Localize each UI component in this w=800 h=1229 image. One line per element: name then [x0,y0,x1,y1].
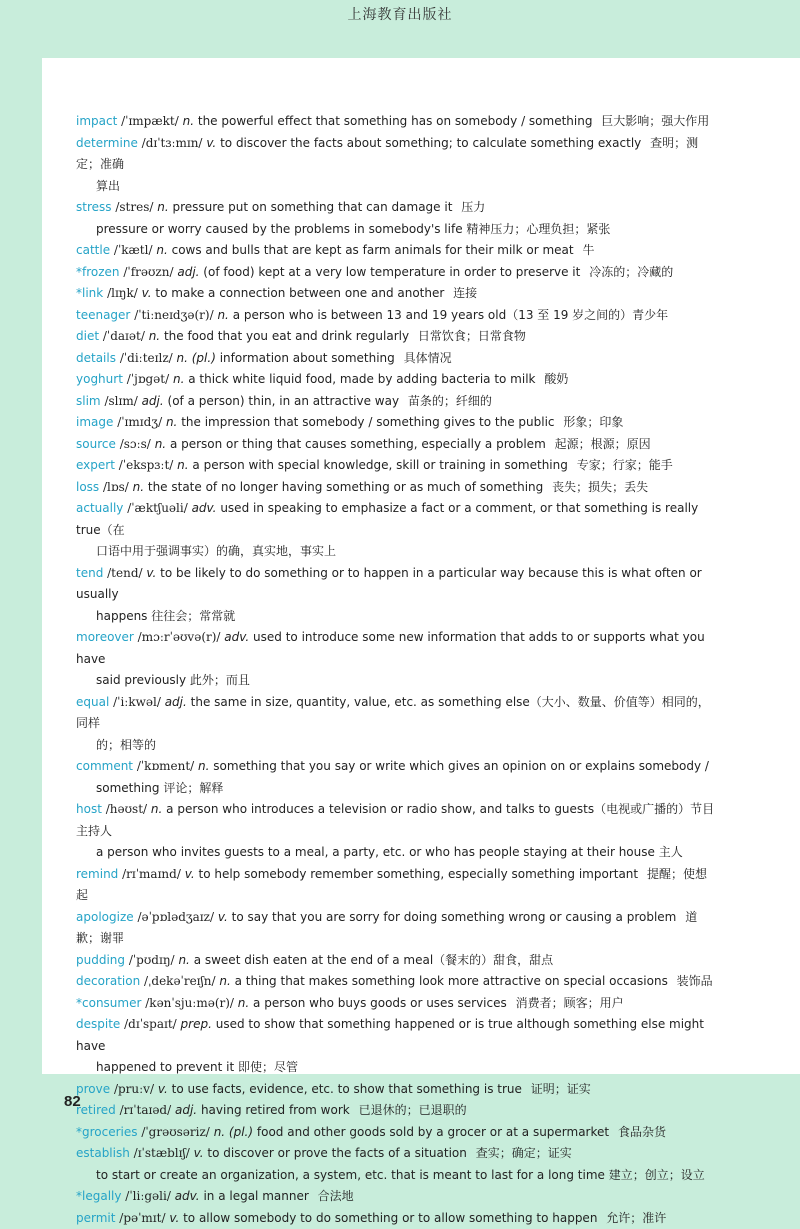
entry-definition: a thick white liquid food, made by adding bacteria to milk [188,372,535,386]
glossary-entry-continuation: said previously 此外；而且 [76,670,716,692]
entry-definition: to discover the facts about something; to calculate something exactly [220,136,641,150]
entry-chinese: 道歉；谢罪 [76,910,697,946]
entry-headword: image [76,415,113,429]
entry-chinese: 苗条的；纤细的 [408,394,492,408]
entry-part-of-speech: v. [158,1082,168,1096]
entry-phonetic: /pruːv/ [114,1082,154,1096]
entry-headword: despite [76,1017,120,1031]
entry-phonetic: /ˈæktʃuəli/ [127,501,188,515]
entry-phonetic: /ˈekspɜːt/ [119,458,174,472]
glossary-entry [76,434,716,456]
entry-definition: food and other goods sold by a grocer or at a supermarket [257,1125,609,1139]
entry-part-of-speech: adv. [224,630,249,644]
glossary-entry [76,498,716,541]
entry-definition: used to show that something happened or is true although something else might have [76,1017,704,1053]
entry-headword: prove [76,1082,110,1096]
entry-headword: remind [76,867,118,881]
glossary-entry [76,907,716,950]
entry-part-of-speech: n. [178,953,189,967]
entry-phonetic: /həʊst/ [106,802,147,816]
entry-headword: moreover [76,630,134,644]
entry-phonetic: /kənˈsjuːmə(r)/ [145,996,234,1010]
entry-phonetic: /ˈdaɪət/ [103,329,145,343]
glossary-entry [76,305,716,327]
entry-part-of-speech: n. [149,329,160,343]
entry-part-of-speech: n. [177,458,188,472]
entry-definition: cows and bulls that are kept as farm animals for their milk or meat [172,243,574,257]
glossary-entry [76,950,716,972]
entry-phonetic: /ˈdiːteɪlz/ [120,351,173,365]
entry-part-of-speech: adj. [142,394,164,408]
entry-part-of-speech: adj. [175,1103,197,1117]
entry-headword: determine [76,136,138,150]
entry-headword: establish [76,1146,130,1160]
glossary-entry [76,412,716,434]
entry-headword: decoration [76,974,140,988]
entry-phonetic: /ˌdekəˈreɪʃn/ [144,974,216,988]
entry-phonetic: /slɪm/ [104,394,137,408]
entry-phonetic: /ˈpʊdɪŋ/ [129,953,175,967]
entry-headword: *consumer [76,996,141,1010]
entry-chinese: 压力 [461,200,485,214]
entry-phonetic: /ˈliːgəli/ [125,1189,171,1203]
entry-chinese: 查明；测定；准确 [76,136,698,172]
entry-headword: impact [76,114,117,128]
glossary-entry [76,326,716,348]
entry-phonetic: /dɪˈtɜːmɪn/ [142,136,203,150]
entry-phonetic: /lɪŋk/ [107,286,138,300]
entry-phonetic: /ˈgrəʊsəriz/ [141,1125,210,1139]
entry-phonetic: /ˈfrəʊzn/ [123,265,173,279]
entry-chinese: 巨大影响；强大作用 [601,114,709,128]
entry-headword: teenager [76,308,130,322]
glossary-page [42,58,800,1074]
entry-chinese: 食品杂货 [618,1125,666,1139]
entry-phonetic: /tend/ [107,566,142,580]
entry-part-of-speech: n. [133,480,144,494]
entry-part-of-speech: n. [217,308,228,322]
entry-phonetic: /ɪˈstæblɪʃ/ [134,1146,190,1160]
entry-headword: stress [76,200,112,214]
entry-part-of-speech: v. [146,566,156,580]
entry-chinese: 具体情况 [404,351,452,365]
entry-definition: to allow somebody to do something or to allow something to happen [183,1211,597,1225]
entry-chinese: 酸奶 [544,372,568,386]
entry-phonetic: /əˈpɒlədʒaɪz/ [137,910,214,924]
entry-chinese: 冷冻的；冷藏的 [589,265,673,279]
glossary-entry [76,1143,716,1165]
entry-chinese: 日常饮食；日常食物 [418,329,526,343]
entry-phonetic: /ˈiːkwəl/ [113,695,161,709]
entry-headword: loss [76,480,99,494]
entry-headword: slim [76,394,101,408]
entry-part-of-speech: v. [206,136,216,150]
entry-chinese: 查实；确定；证实 [476,1146,572,1160]
entry-phonetic: /rɪˈmaɪnd/ [122,867,181,881]
glossary-entry [76,799,716,842]
entry-definition: the food that you eat and drink regularly [164,329,409,343]
entry-headword: retired [76,1103,116,1117]
glossary-entry [76,283,716,305]
entry-definition: information about something [220,351,395,365]
entry-part-of-speech: n. [198,759,209,773]
entry-headword: *frozen [76,265,120,279]
entry-phonetic: /ˈjɒgət/ [127,372,169,386]
entry-chinese: 合法地 [318,1189,354,1203]
glossary-entry [76,455,716,477]
entry-part-of-speech: v. [169,1211,179,1225]
entry-phonetic: /pəˈmɪt/ [119,1211,165,1225]
glossary-entry-continuation: 的；相等的 [76,735,716,757]
glossary-entry [76,391,716,413]
entry-phonetic: /rɪˈtaɪəd/ [120,1103,172,1117]
entry-part-of-speech: adj. [177,265,199,279]
entry-chinese: 起源；根源；原因 [555,437,651,451]
entry-chinese: 已退休的；已退职的 [359,1103,467,1117]
entry-phonetic: /stres/ [115,200,153,214]
entry-definition: to say that you are sorry for doing something wrong or causing a problem [232,910,677,924]
entry-phonetic: /ˈɪmpækt/ [121,114,179,128]
entry-headword: yoghurt [76,372,123,386]
entry-definition: to use facts, evidence, etc. to show that something is true [172,1082,522,1096]
entry-phonetic: /dɪˈspaɪt/ [124,1017,177,1031]
entry-definition: to make a connection between one and another [155,286,444,300]
entry-part-of-speech: v. [142,286,152,300]
entry-definition: to help somebody remember something, especially something important [198,867,638,881]
glossary-entry [76,563,716,606]
entry-phonetic: /ˈɪmɪdʒ/ [117,415,162,429]
entry-part-of-speech: n. [219,974,230,988]
entry-phonetic: /ˈkɒment/ [137,759,194,773]
entry-definition: a thing that makes something look more attractive on special occasions [235,974,668,988]
glossary-entry [76,348,716,370]
entry-part-of-speech: n. [156,243,167,257]
entry-headword: *legally [76,1189,121,1203]
glossary-entry [76,240,716,262]
glossary-entry-continuation: something 评论；解释 [76,778,716,800]
entry-definition: (of a person) thin, in an attractive way [168,394,400,408]
publisher-header: 上海教育出版社 [0,4,800,24]
glossary-entry [76,971,716,993]
glossary-entry [76,993,716,1015]
glossary-entry [76,262,716,284]
glossary-entry [76,864,716,907]
entry-chinese: 提醒；使想起 [76,867,707,903]
glossary-entry [76,477,716,499]
entry-definition: in a legal manner [203,1189,308,1203]
entry-headword: equal [76,695,109,709]
glossary-entry [76,1079,716,1101]
entry-phonetic: /mɔːrˈəʊvə(r)/ [138,630,221,644]
entry-phonetic: /ˈtiːneɪdʒə(r)/ [134,308,213,322]
entry-part-of-speech: n. [173,372,184,386]
entry-definition: the powerful effect that something has on somebody / something [198,114,593,128]
entry-headword: apologize [76,910,134,924]
entry-definition: a person who buys goods or uses services [253,996,507,1010]
entry-chinese: 消费者；顾客；用户 [516,996,624,1010]
glossary-entry-continuation: to start or create an organization, a system, etc. that is meant to last for a long time 建立；创立；设立 [76,1165,716,1187]
entry-definition: pressure put on something that can damage it [172,200,452,214]
entry-headword: host [76,802,102,816]
glossary-entry [76,756,716,778]
entry-headword: permit [76,1211,115,1225]
entry-chinese: 允许；准许 [606,1211,666,1225]
entry-part-of-speech: n. [238,996,249,1010]
entry-headword: source [76,437,116,451]
entry-definition: a sweet dish eaten at the end of a meal（餐末的）甜食，甜点 [194,953,554,967]
glossary-entry [76,1122,716,1144]
glossary-entry [76,1014,716,1057]
entry-part-of-speech: n. [151,802,162,816]
entry-definition: a person who introduces a television or radio show, and talks to guests（电视或广播的）节目主持人 [76,802,714,838]
glossary-entry [76,1186,716,1208]
entry-part-of-speech: n. (pl.) [177,351,216,365]
glossary-entry-continuation: 算出 [76,176,716,198]
entry-definition: something that you say or write which gives an opinion on or explains somebody / [213,759,709,773]
entry-definition: a person who is between 13 and 19 years old（13 至 19 岁之间的）青少年 [233,308,668,322]
entry-part-of-speech: n. (pl.) [214,1125,253,1139]
entry-definition: the state of no longer having something or as much of something [148,480,543,494]
entry-chinese: 专家；行家；能手 [577,458,673,472]
entry-headword: tend [76,566,103,580]
entry-phonetic: /ˈkætl/ [114,243,153,257]
entry-part-of-speech: v. [185,867,195,881]
entry-definition: a person with special knowledge, skill or training in something [192,458,567,472]
entry-definition: having retired from work [201,1103,350,1117]
entry-part-of-speech: n. [166,415,177,429]
entry-part-of-speech: adv. [175,1189,200,1203]
glossary-entry [76,197,716,219]
entry-chinese: 连接 [453,286,477,300]
glossary-entry-continuation: 口语中用于强调事实）的确，真实地，事实上 [76,541,716,563]
entry-chinese: 丧失；损失；丢失 [552,480,648,494]
glossary-entry [76,692,716,735]
glossary-entry-continuation: happened to prevent it 即使；尽管 [76,1057,716,1079]
entry-part-of-speech: n. [155,437,166,451]
glossary-entry-continuation: a person who invites guests to a meal, a party, etc. or who has people staying at their house 主人 [76,842,716,864]
entry-chinese: 牛 [582,243,594,257]
entry-headword: *link [76,286,103,300]
entry-headword: actually [76,501,123,515]
glossary-entry [76,1208,716,1229]
entry-chinese: 形象；印象 [563,415,623,429]
entry-definition: the impression that somebody / something gives to the public [181,415,554,429]
entry-part-of-speech: n. [157,200,168,214]
glossary-entry [76,627,716,670]
entry-headword: comment [76,759,133,773]
entry-definition: a person or thing that causes something, especially a problem [170,437,546,451]
glossary-entry [76,369,716,391]
entry-part-of-speech: v. [218,910,228,924]
entry-definition: (of food) kept at a very low temperature in order to preserve it [203,265,580,279]
entry-headword: details [76,351,116,365]
entry-phonetic: /sɔːs/ [120,437,151,451]
entry-definition: to discover or prove the facts of a situation [207,1146,467,1160]
entry-headword: diet [76,329,99,343]
entry-definition: the same in size, quantity, value, etc. as something else（大小、数量、价值等）相同的，同样 [76,695,710,731]
entry-phonetic: /lɒs/ [103,480,129,494]
entry-chinese: 证明；证实 [531,1082,591,1096]
entry-part-of-speech: prep. [181,1017,212,1031]
glossary-list [76,111,716,1229]
entry-definition: to be likely to do something or to happen in a particular way because this is what often or usually [76,566,702,602]
glossary-entry [76,1100,716,1122]
entry-headword: *groceries [76,1125,138,1139]
glossary-entry-continuation: pressure or worry caused by the problems in somebody's life 精神压力；心理负担；紧张 [76,219,716,241]
glossary-entry [76,133,716,176]
entry-part-of-speech: adj. [165,695,187,709]
entry-part-of-speech: v. [194,1146,204,1160]
entry-definition: used to introduce some new information that adds to or supports what you have [76,630,705,666]
entry-chinese: 装饰品 [677,974,713,988]
entry-part-of-speech: adv. [192,501,217,515]
entry-part-of-speech: n. [183,114,194,128]
entry-headword: expert [76,458,115,472]
entry-headword: cattle [76,243,110,257]
page-number: 82 [64,1093,81,1110]
entry-definition: used in speaking to emphasize a fact or a comment, or that something is really true（在 [76,501,698,537]
glossary-entry-continuation: happens 往往会；常常就 [76,606,716,628]
glossary-entry [76,111,716,133]
entry-headword: pudding [76,953,125,967]
